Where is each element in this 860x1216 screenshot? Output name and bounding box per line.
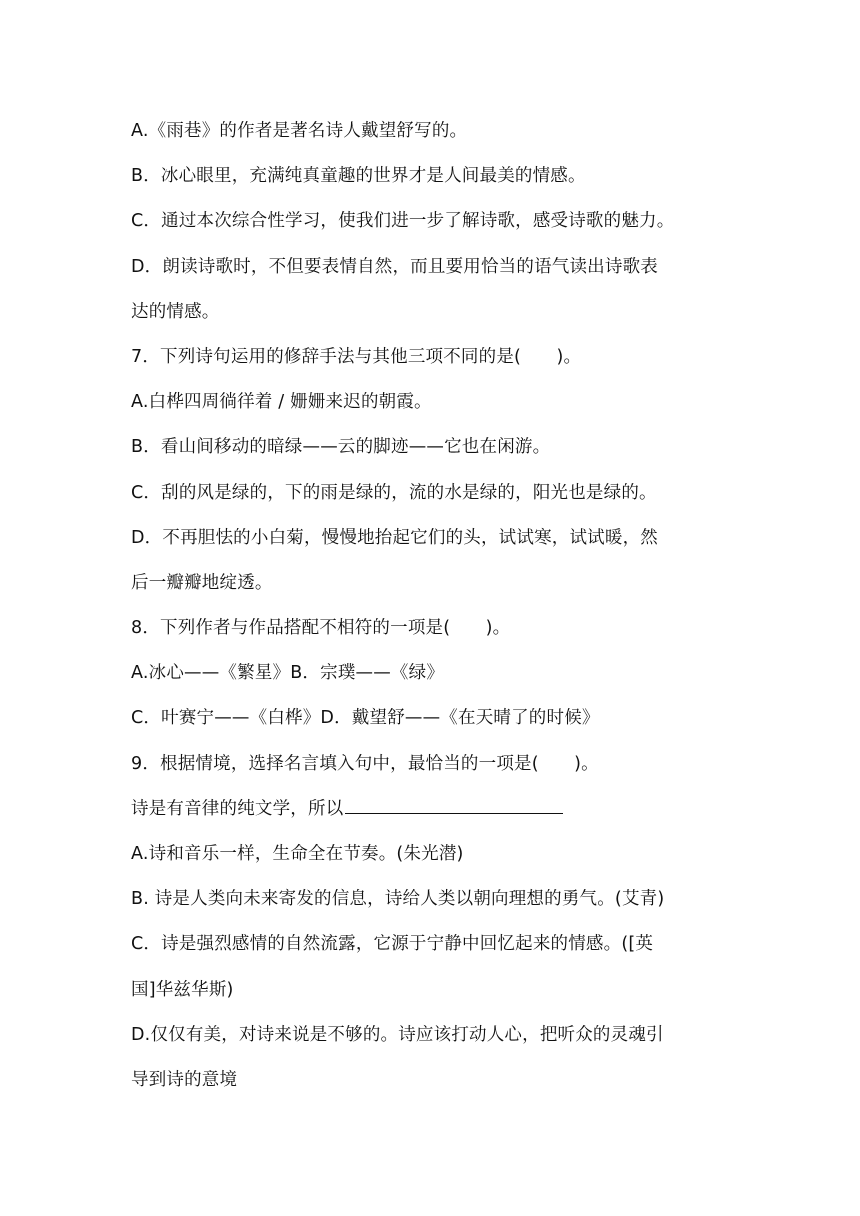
option-7a: A.白桦四周徜徉着 / 姗姗来迟的朝霞。 xyxy=(131,392,432,413)
option-9c: C．诗是强烈感情的自然流露，它源于宁静中回忆起来的情感。([英 xyxy=(131,934,654,955)
option-7c: C．刮的风是绿的，下的雨是绿的，流的水是绿的，阳光也是绿的。 xyxy=(131,482,657,503)
question-8: 8．下列作者与作品搭配不相符的一项是( )。 xyxy=(131,618,511,639)
question-7: 7．下列诗句运用的修辞手法与其他三项不同的是( )。 xyxy=(131,346,582,367)
option-6d-continued: 达的情感。 xyxy=(131,301,220,322)
option-9d-continued: 导到诗的意境 xyxy=(131,1069,238,1090)
option-6d: D．朗读诗歌时，不但要表情自然，而且要用恰当的语气读出诗歌表 xyxy=(131,256,658,277)
document-body xyxy=(131,109,741,1103)
answer-blank xyxy=(345,789,563,814)
option-9d: D.仅仅有美，对诗来说是不够的。诗应该打动人心，把听众的灵魂引 xyxy=(131,1024,664,1045)
option-7b: B．看山间移动的暗绿——云的脚迹——它也在闲游。 xyxy=(131,437,551,458)
option-6b: B．冰心眼里，充满纯真童趣的世界才是人间最美的情感。 xyxy=(131,166,586,187)
option-9c-continued: 国]华兹华斯) xyxy=(131,979,234,1000)
option-7d: D．不再胆怯的小白菊，慢慢地抬起它们的头，试试寒，试试暖，然 xyxy=(131,527,658,548)
fill-in-sentence xyxy=(131,787,741,832)
options-8cd: C．叶赛宁——《白桦》D．戴望舒——《在天晴了的时候》 xyxy=(131,708,600,729)
option-9a: A.诗和音乐一样，生命全在节奏。(朱光潜) xyxy=(131,844,464,864)
options-8ab: A.冰心——《繁星》B．宗璞——《绿》 xyxy=(131,663,445,684)
option-6a: A.《雨巷》的作者是著名诗人戴望舒写的。 xyxy=(131,121,468,141)
option-7d-continued: 后一瓣瓣地绽透。 xyxy=(131,572,273,593)
fill-in-sentence-text: 诗是有音律的纯文学，所以 xyxy=(131,798,344,819)
question-9: 9．根据情境，选择名言填入句中，最恰当的一项是( )。 xyxy=(131,753,599,774)
option-6c: C．通过本次综合性学习，使我们进一步了解诗歌，感受诗歌的魅力。 xyxy=(131,211,675,232)
option-9b: B. 诗是人类向未来寄发的信息，诗给人类以朝向理想的勇气。(艾青) xyxy=(131,889,665,910)
